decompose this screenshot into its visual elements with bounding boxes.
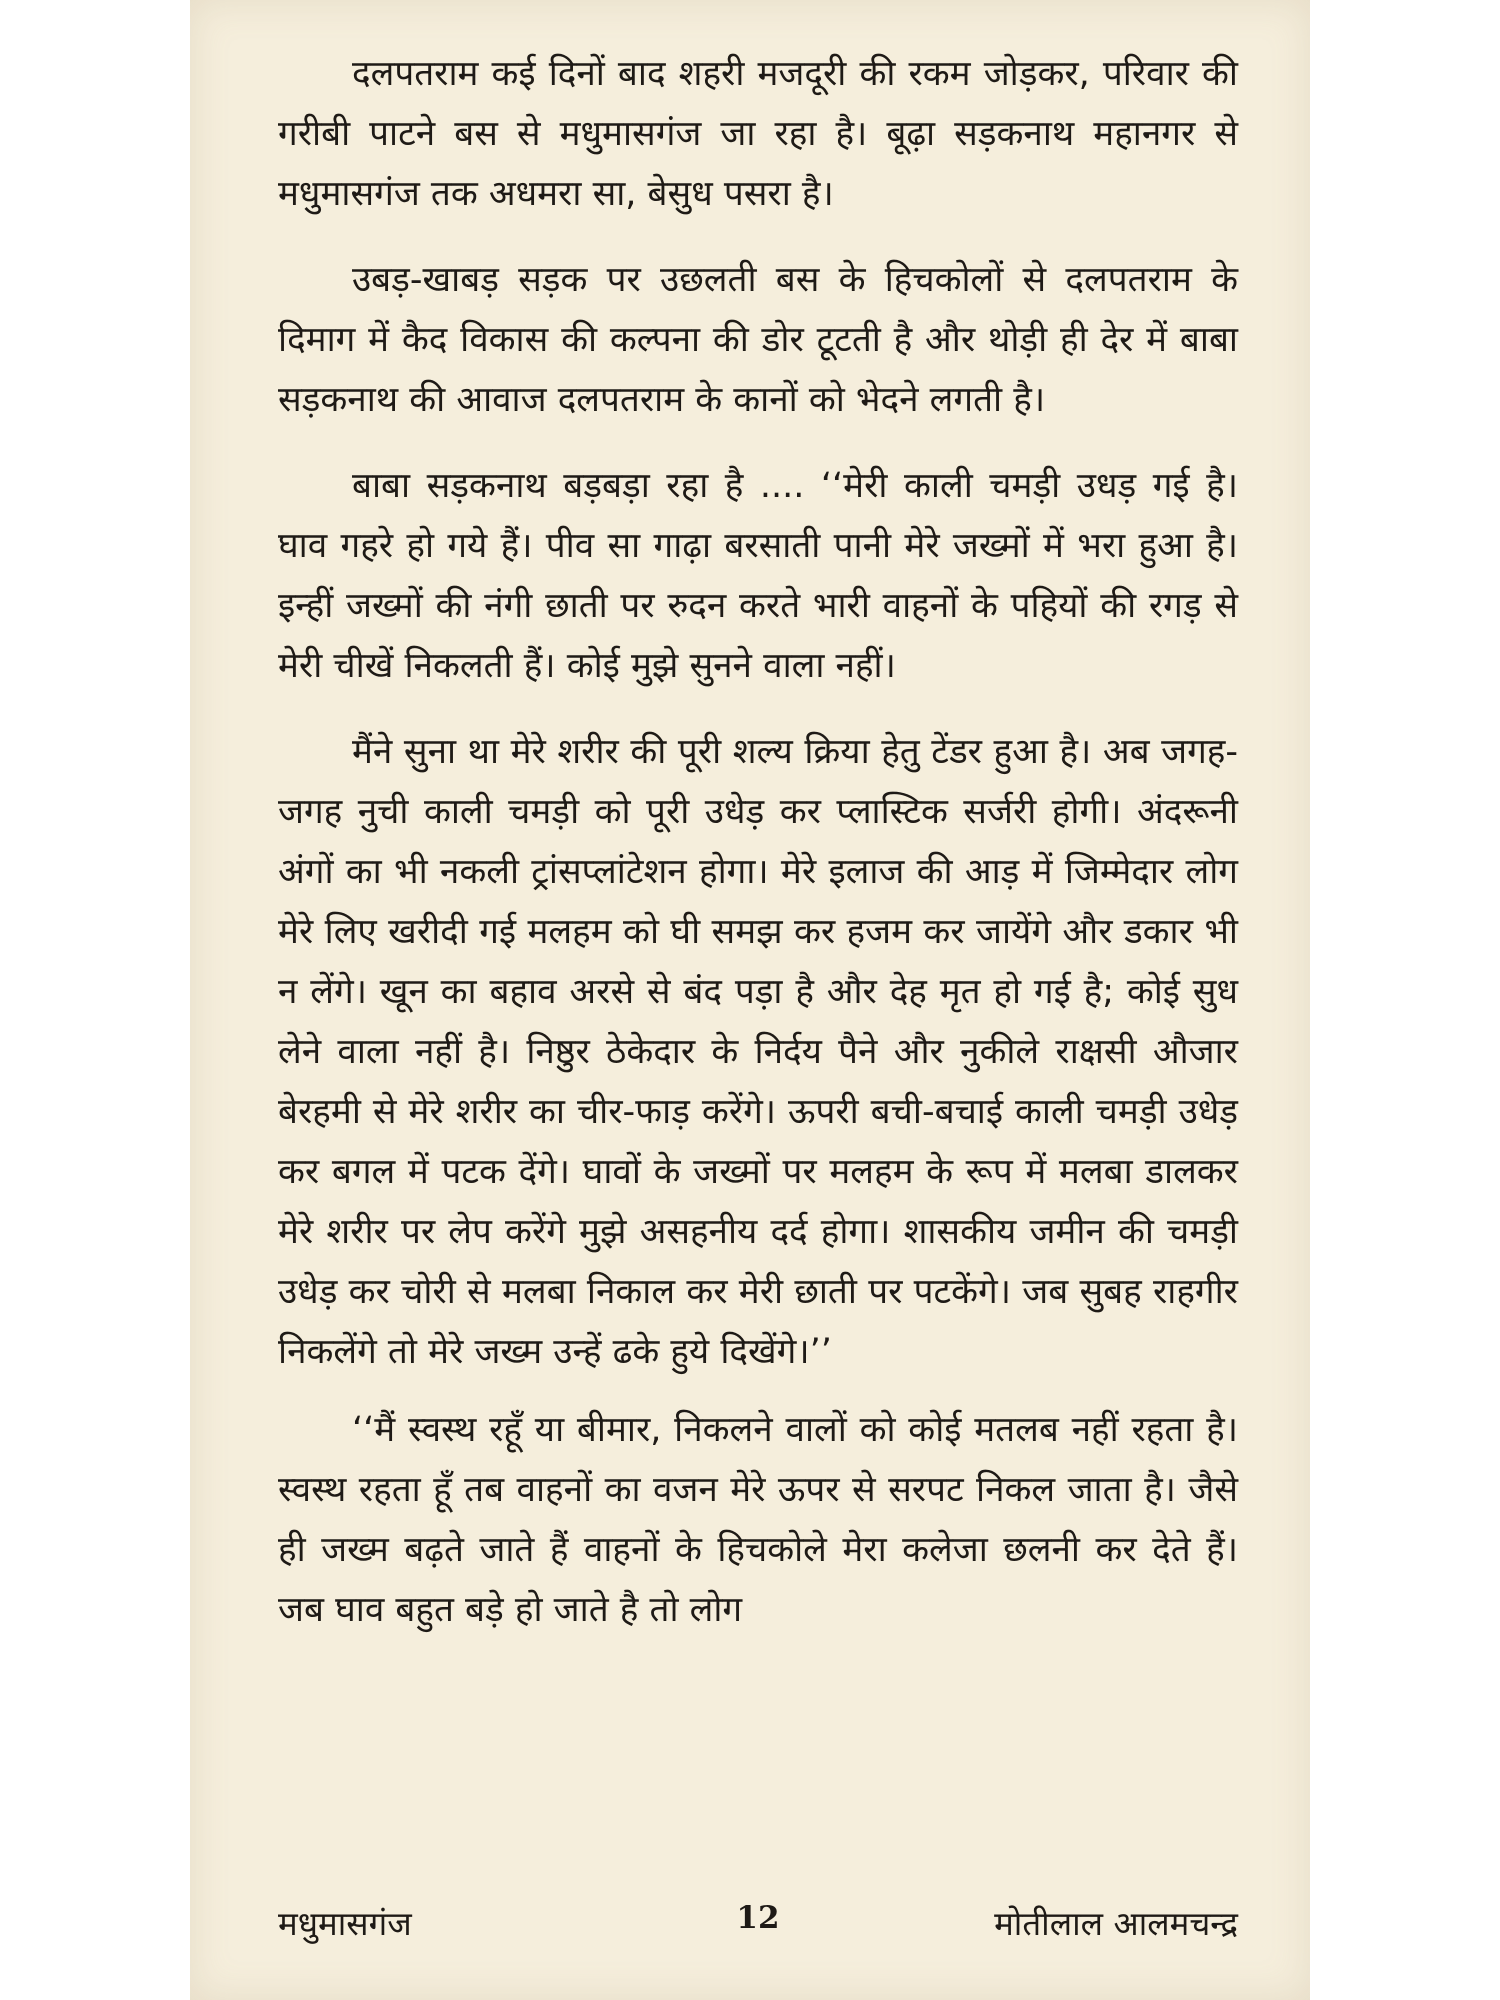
book-page [190,0,1310,2000]
footer-author: मोतीलाल आलमचन्द्र [994,1904,1238,1943]
paragraph-5: ‘‘मैं स्वस्थ रहूँ या बीमार, निकलने वालों को कोई मतलब नहीं रहता है। स्वस्थ रहता हूँ तब वाहनों का वजन मेरे ऊपर से सरपट निकल जाता है। जैसे ही जख्म बढ़ते जाते हैं वाहनों के हिचकोले मेरा कलेजा छलनी कर देते हैं। जब घाव बहुत बड़े हो जाते है तो लोग [278,1410,1238,1630]
body-text [278,44,1238,1666]
paragraph-3: बाबा सड़कनाथ बड़बड़ा रहा है .... ‘‘मेरी काली चमड़ी उधड़ गई है। घाव गहरे हो गये हैं। पीव सा गाढ़ा बरसाती पानी मेरे जख्मों में भरा हुआ है। इन्हीं जख्मों की नंगी छाती पर रुदन करते भारी वाहनों के पहियों की रगड़ से मेरी चीखें निकलती हैं। कोई मुझे सुनने वाला नहीं। [278,466,1238,686]
paragraph-4: मैंने सुना था मेरे शरीर की पूरी शल्य क्रिया हेतु टेंडर हुआ है। अब जगह-जगह नुची काली चमड़ी को पूरी उधेड़ कर प्लास्टिक सर्जरी होगी। अंदरूनी अंगों का भी नकली ट्रांसप्लांटेशन होगा। मेरे इलाज की आड़ में जिम्मेदार लोग मेरे लिए खरीदी गई मलहम को घी समझ कर हजम कर जायेंगे और डकार भी न लेंगे। खून का बहाव अरसे से बंद पड़ा है और देह मृत हो गई है; कोई सुध लेने वाला नहीं है। निष्ठुर ठेकेदार के निर्दय पैने और नुकीले राक्षसी औजार बेरहमी से मेरे शरीर का चीर-फाड़ करेंगे। ऊपरी बची-बचाई काली चमड़ी उधेड़ कर बगल में पटक देंगे। घावों के जख्मों पर मलहम के रूप में मलबा डालकर मेरे शरीर पर लेप करेंगे मुझे असहनीय दर्द होगा। शासकीय जमीन की चमड़ी उधेड़ कर चोरी से मलबा निकाल कर मेरी छाती पर पटकेंगे। जब सुबह राहगीर निकलेंगे तो मेरे जख्म उन्हें ढके हुये दिखेंगे।’’ [278,732,1238,1372]
footer-book-title: मधुमासगंज [278,1904,412,1943]
paragraph-2: उबड़-खाबड़ सड़क पर उछलती बस के हिचकोलों से दलपतराम के दिमाग में कैद विकास की कल्पना की डोर टूटती है और थोड़ी ही देर में बाबा सड़कनाथ की आवाज दलपतराम के कानों को भेदने लगती है। [278,260,1238,420]
paragraph-1: दलपतराम कई दिनों बाद शहरी मजदूरी की रकम जोड़कर, परिवार की गरीबी पाटने बस से मधुमासगंज जा रहा है। बूढ़ा सड़कनाथ महानगर से मधुमासगंज तक अधमरा सा, बेसुध पसरा है। [278,54,1238,214]
page-footer [278,1900,1238,1954]
page-number: 12 [736,1900,780,1936]
